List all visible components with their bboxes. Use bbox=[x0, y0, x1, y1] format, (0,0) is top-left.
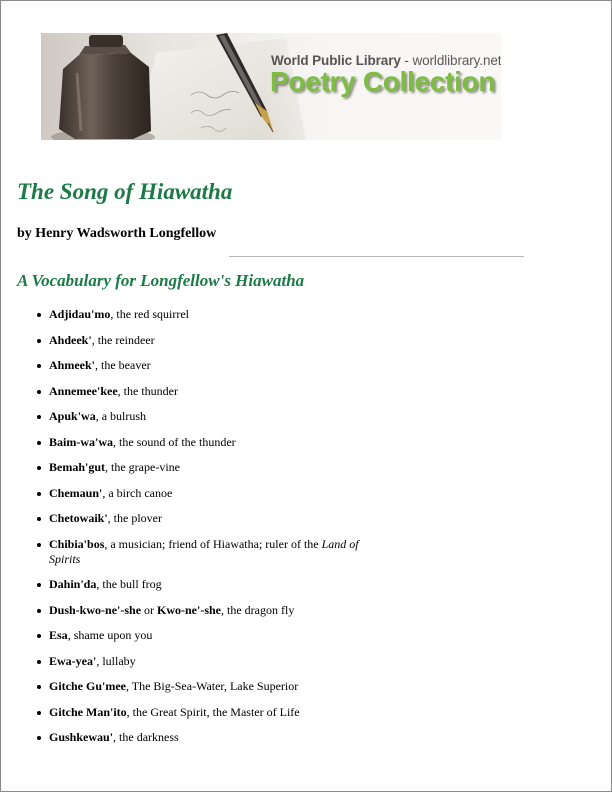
list-item bbox=[34, 577, 384, 592]
list-item bbox=[34, 409, 384, 424]
vocab-term: Gitche Gu'mee bbox=[49, 679, 126, 693]
vocab-definition: , lullaby bbox=[96, 653, 136, 668]
list-item bbox=[34, 486, 384, 501]
list-item bbox=[34, 435, 384, 450]
poetry-collection-banner bbox=[41, 33, 501, 140]
vocab-term: Apuk'wa bbox=[49, 409, 96, 423]
vocab-term: Ahmeek' bbox=[49, 358, 95, 372]
bullet-icon bbox=[37, 466, 41, 470]
vocab-definition: , the grape-vine bbox=[105, 460, 180, 474]
banner-separator: - bbox=[400, 53, 413, 68]
vocab-term-alternate: Kwo-ne'-she bbox=[157, 602, 222, 617]
vocab-definition: , a musician; friend of Hiawatha; ruler of the bbox=[104, 536, 322, 551]
vocab-definition: , The Big-Sea-Water, Lake Superior bbox=[125, 679, 299, 693]
list-item bbox=[34, 705, 384, 720]
bullet-icon bbox=[37, 609, 41, 613]
vocab-definition: , the reindeer bbox=[91, 332, 155, 347]
bullet-icon bbox=[37, 339, 41, 343]
bullet-icon bbox=[37, 543, 41, 547]
list-item bbox=[34, 679, 384, 694]
bullet-icon bbox=[37, 390, 41, 394]
list-item bbox=[34, 537, 384, 567]
vocab-definition: , the beaver bbox=[95, 358, 151, 372]
vocab-definition: , a birch canoe bbox=[102, 485, 173, 500]
list-item bbox=[34, 511, 384, 526]
vocab-term: Ahdeek' bbox=[49, 332, 92, 347]
vocab-term: Chemaun' bbox=[49, 485, 103, 500]
vocab-definition: , the dragon fly bbox=[221, 602, 295, 617]
bullet-icon bbox=[37, 517, 41, 521]
list-item bbox=[34, 358, 384, 373]
list-item bbox=[34, 384, 384, 399]
bullet-icon bbox=[37, 583, 41, 587]
bullet-icon bbox=[37, 364, 41, 368]
vocab-term: Gushkewau' bbox=[49, 730, 114, 744]
bullet-icon bbox=[37, 660, 41, 664]
collection-title: Poetry Collection bbox=[270, 66, 496, 97]
vocab-definition: , the sound of the thunder bbox=[113, 434, 236, 449]
list-item bbox=[34, 654, 384, 669]
vocab-definition: , a bulrush bbox=[95, 409, 147, 423]
bullet-icon bbox=[37, 313, 41, 317]
author-byline: by Henry Wadsworth Longfellow bbox=[17, 226, 217, 241]
vocab-definition: , the Great Spirit, the Master of Life bbox=[126, 704, 300, 719]
bullet-icon bbox=[37, 415, 41, 419]
vocab-term: Dahin'da bbox=[49, 577, 97, 591]
vocab-term: Chetowaik' bbox=[49, 511, 108, 525]
bullet-icon bbox=[37, 441, 41, 445]
vocab-connector: or bbox=[141, 602, 158, 617]
vocab-term: Gitche Man'ito bbox=[49, 704, 127, 719]
vocab-definition: , the plover bbox=[107, 511, 162, 525]
divider bbox=[229, 256, 524, 257]
bullet-icon bbox=[37, 711, 41, 715]
vocab-term: Bemah'gut bbox=[49, 460, 106, 474]
vocab-definition: , the darkness bbox=[113, 730, 179, 744]
bullet-icon bbox=[37, 492, 41, 496]
list-item bbox=[34, 603, 384, 618]
vocab-term: Ewa-yea' bbox=[49, 653, 97, 668]
vocab-term: Dush-kwo-ne'-she bbox=[49, 602, 142, 617]
vocab-term: Adjidau'mo bbox=[49, 307, 111, 321]
vocab-emphasis: Land of Spirits bbox=[49, 536, 359, 566]
vocabulary-list bbox=[34, 307, 384, 756]
vocab-definition: , the bull frog bbox=[96, 577, 162, 591]
vocab-definition: , the red squirrel bbox=[110, 307, 189, 321]
vocab-term: Baim-wa'wa bbox=[49, 434, 113, 449]
bullet-icon bbox=[37, 685, 41, 689]
vocab-definition: , shame upon you bbox=[67, 628, 153, 642]
list-item bbox=[34, 307, 384, 322]
vocab-definition: , the thunder bbox=[117, 383, 178, 398]
book-title: The Song of Hiawatha bbox=[17, 179, 233, 204]
list-item bbox=[34, 628, 384, 643]
list-item bbox=[34, 460, 384, 475]
library-name: World Public Library bbox=[271, 53, 401, 68]
vocab-term: Annemee'kee bbox=[49, 383, 118, 398]
section-title: A Vocabulary for Longfellow's Hiawatha bbox=[17, 271, 305, 290]
library-site: worldlibrary.net bbox=[412, 53, 501, 68]
vocab-term: Esa bbox=[49, 628, 68, 642]
bullet-icon bbox=[37, 736, 41, 740]
vocab-term: Chibia'bos bbox=[49, 536, 105, 551]
list-item bbox=[34, 730, 384, 745]
list-item bbox=[34, 333, 384, 348]
bullet-icon bbox=[37, 634, 41, 638]
